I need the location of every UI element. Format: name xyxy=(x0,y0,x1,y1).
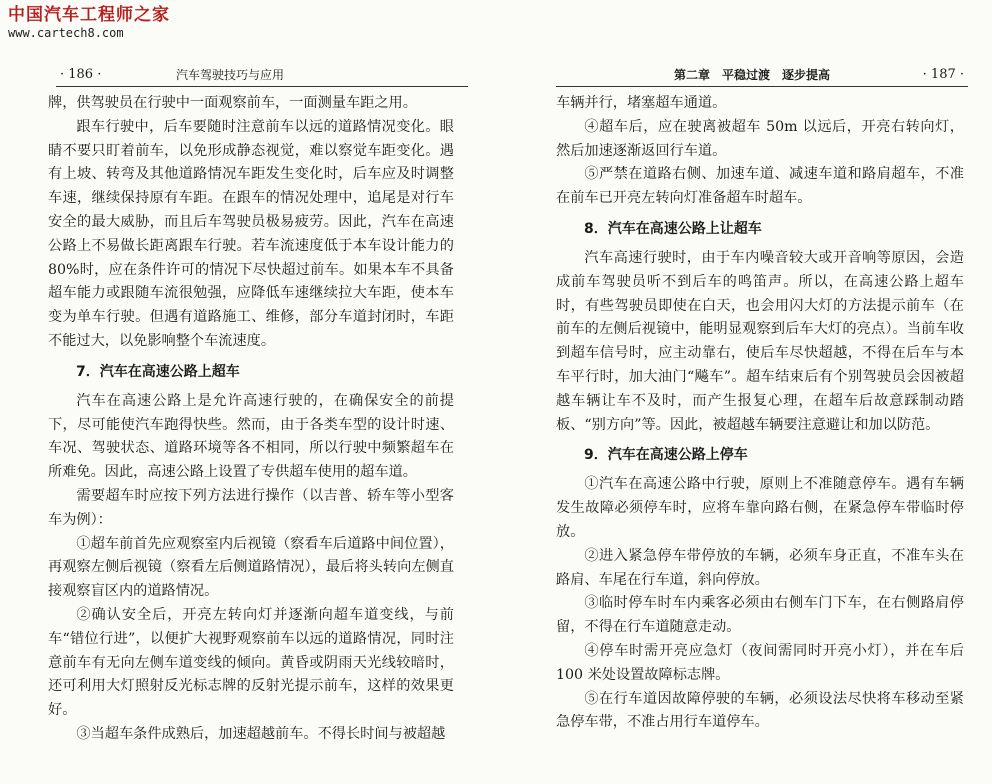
paragraph: ②进入紧急停车带停放的车辆，必须车身正直，不准车头在路肩、车尾在行车道，斜向停放。 xyxy=(556,547,964,588)
watermark-title: 中国汽车工程师之家 xyxy=(8,5,170,25)
left-page-header xyxy=(56,64,468,87)
left-page-number: · 186 · xyxy=(60,67,102,82)
right-page xyxy=(500,0,992,784)
paragraph: ③临时停车时车内乘客必须由右侧车门下车，在右侧路肩停留，不得在行车道随意走动。 xyxy=(556,595,964,636)
section-9-heading: 9．汽车在高速公路上停车 xyxy=(584,447,748,464)
right-page-number: · 187 · xyxy=(922,67,964,82)
book-title: 汽车驾驶技巧与应用 xyxy=(176,68,285,82)
right-page-header xyxy=(556,64,968,87)
paragraph: 跟车行驶中，后车要随时注意前车以远的道路情况变化。眼睛不要只盯着前车，以免形成静态视觉，难以察觉车距变化。遇有上坡、转弯及其他道路情况车距发生变化时，后车应及时调整车速，继续保持原有车距。在跟车的情况处理中，追尾是对行车安全的最大威胁，而且后车驾驶员极易疲劳。因此，汽车在高速公路上不易做长距离跟车行驶。若车流速度低于本车设计能力的80%时，应在条件许可的情况下尽快超过前车。如果本车不具备超车能力或跟随车流很勉强，应降低车速继续拉大车距，使本车变为单车行驶。但遇有道路施工、维修，部分车道封闭时，车距不能过大，以免影响整个车流速度。 xyxy=(48,118,454,349)
paragraph: ①汽车在高速公路中行驶，原则上不准随意停车。遇有车辆发生故障必须停车时，应将车靠向路右侧，在紧急停车带临时停放。 xyxy=(556,476,964,540)
chapter-title-part-2: 逐步提高 xyxy=(782,68,831,82)
paragraph: ④停车时需开亮应急灯（夜间需同时开亮小灯），并在车后 100 米处设置故障标志牌。 xyxy=(556,642,964,683)
chapter-title xyxy=(674,64,830,86)
left-page xyxy=(0,0,490,784)
right-page-content xyxy=(556,92,964,735)
paragraph: 汽车在高速公路上是允许高速行驶的，在确保安全的前提下，尽可能使汽车跑得快些。然而，由于各类车型的设计时速、车况、驾驶状态、道路环境等各不相同，所以行驶中频繁超车在所难免。因此，高速公路上设置了专供超车使用的超车道。 xyxy=(48,392,454,481)
chapter-number: 第二章 xyxy=(674,68,711,82)
section-8-heading: 8．汽车在高速公路上让超车 xyxy=(584,220,762,237)
paragraph: 汽车高速行驶时，由于车内噪音较大或开音响等原因，会造成前车驾驶员听不到后车的鸣笛声。所以，在高速公路上超车时，有些驾驶员即使在白天，也会用闪大灯的方法提示前车（在前车的左侧后视镜中，能明显观察到后车大灯的亮点）。当前车收到超车信号时，应主动靠右，使后车尽快超越，不得在后车与本车平行时，加大油门“飚车”。超车结束后有个别驾驶员会因被超越车辆让车不及时，而产生报复心理，在超车后故意踩制动踏板、“别方向”等。因此，被超越车辆要注意避让和加以防范。 xyxy=(556,249,964,433)
chapter-title-part-1: 平稳过渡 xyxy=(722,68,771,82)
paragraph: 车辆并行，堵塞超车通道。 xyxy=(556,95,727,111)
paragraph: ⑤在行车道因故障停驶的车辆，必须设法尽快将车移动至紧急停车带，不准占用行车道停车。 xyxy=(556,690,964,731)
section-7-heading: 7．汽车在高速公路上超车 xyxy=(76,363,240,380)
paragraph: 牌，供驾驶员在行驶中一面观察前车，一面测量车距之用。 xyxy=(48,95,417,111)
paragraph: ④超车后，应在驶离被超车 50m 以远后，开亮右转向灯，然后加速逐渐返回行车道。 xyxy=(556,118,964,159)
paragraph: ②确认安全后，开亮左转向灯并逐渐向超车道变线，与前车“错位行进”，以便扩大视野观察前车以远的道路情况，同时注意前车有无向左侧车道变线的倾向。黄昏或阴雨天光线较暗时，还可利用大灯照射反光标志牌的反射光提示前车，这样的效果更好。 xyxy=(48,606,454,719)
left-page-content xyxy=(48,92,454,747)
paragraph: 需要超车时应按下列方法进行操作（以吉普、轿车等小型客车为例）： xyxy=(48,487,454,528)
paragraph: ①超车前首先应观察室内后视镜（察看车后道路中间位置），再观察左侧后视镜（察看左后侧道路情况），最后将头转向左侧直接观察盲区内的道路情况。 xyxy=(48,535,454,600)
watermark-url: www.cartech8.com xyxy=(8,26,124,40)
paragraph: ③当超车条件成熟后，加速超越前车。不得长时间与被超越 xyxy=(76,725,446,742)
paragraph: ⑤严禁在道路右侧、加速车道、减速车道和路肩超车，不准在前车已开亮左转向灯准备超车时超车。 xyxy=(556,166,964,207)
